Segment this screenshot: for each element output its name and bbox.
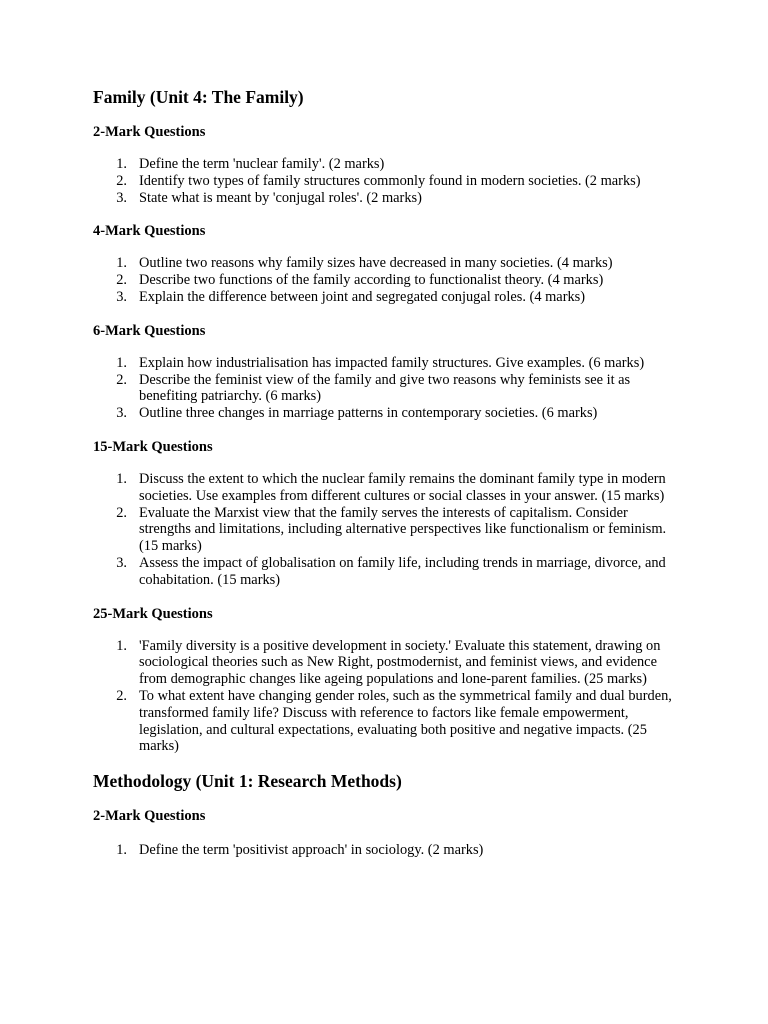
section-heading: 25-Mark Questions: [93, 605, 213, 622]
list-number: 1.: [116, 156, 127, 172]
question-text: State what is meant by 'conjugal roles'. (2 marks): [139, 189, 422, 206]
list-number: 2.: [116, 272, 127, 289]
section-heading: 6-Mark Questions: [93, 322, 206, 339]
list-item: [93, 688, 673, 755]
list-item: [93, 173, 673, 190]
list-item: [93, 272, 673, 289]
question-text: Define the term 'positivist approach' in sociology. (2 marks): [139, 842, 484, 859]
list-number: 2.: [116, 371, 127, 388]
section-heading: 2-Mark Questions: [93, 808, 206, 825]
list-number: 1.: [116, 354, 127, 371]
section-heading: 2-Mark Questions: [93, 124, 206, 140]
section-heading: 15-Mark Questions: [93, 438, 213, 455]
question-list: [93, 842, 673, 859]
list-number: 2.: [116, 504, 127, 521]
question-text: Evaluate the Marxist view that the family serves the interests of capitalism. Consider strengths and limitations, including alternative perspectives like functionalism or feminism. (15 marks): [139, 504, 667, 555]
question-list: [93, 255, 673, 305]
list-number: 3.: [116, 189, 127, 206]
question-text: Discuss the extent to which the nuclear family remains the dominant family type in modern societies. Use examples from different cultures or social classes in your answer. (15 marks): [139, 470, 666, 504]
question-text: 'Family diversity is a positive development in society.' Evaluate this statement, drawing on sociological theories such as New Right, postmodernist, and feminist views, and evidence from demographic changes like ageing populations and lone-parent families. (25 marks): [139, 637, 661, 688]
list-item: [93, 405, 673, 422]
list-item: [93, 255, 673, 272]
question-text: Explain how industrialisation has impacted family structures. Give examples. (6 marks): [139, 354, 645, 371]
question-list: [93, 471, 673, 589]
question-text: Explain the difference between joint and segregated conjugal roles. (4 marks): [139, 288, 586, 305]
unit-heading: Methodology (Unit 1: Research Methods): [93, 771, 402, 792]
list-item: [93, 842, 673, 859]
list-item: [93, 638, 673, 688]
question-list: [93, 156, 673, 206]
list-item: [93, 555, 673, 589]
section-heading: 4-Mark Questions: [93, 223, 206, 240]
list-item: [93, 355, 673, 372]
list-item: [93, 289, 673, 306]
list-number: 2.: [116, 687, 127, 704]
unit-heading: Family (Unit 4: The Family): [93, 87, 304, 107]
question-text: Identify two types of family structures commonly found in modern societies. (2 marks): [139, 172, 641, 189]
question-text: Describe the feminist view of the family and give two reasons why feminists see it as benefiting patriarchy. (6 marks): [139, 371, 631, 405]
list-item: [93, 156, 673, 173]
question-list: [93, 355, 673, 422]
question-text: Assess the impact of globalisation on family life, including trends in marriage, divorce, and cohabitation. (15 marks): [139, 554, 666, 588]
question-text: Define the term 'nuclear family'. (2 marks): [139, 156, 385, 172]
list-number: 1.: [116, 470, 127, 487]
question-text: Outline three changes in marriage patterns in contemporary societies. (6 marks): [139, 405, 598, 422]
list-number: 1.: [116, 255, 127, 272]
list-item: [93, 372, 673, 406]
list-item: [93, 505, 673, 555]
question-list: [93, 638, 673, 756]
list-number: 2.: [116, 172, 127, 189]
question-text: Outline two reasons why family sizes have decreased in many societies. (4 marks): [139, 255, 613, 272]
question-text: Describe two functions of the family according to functionalist theory. (4 marks): [139, 272, 604, 289]
list-number: 1.: [116, 842, 127, 859]
list-number: 3.: [116, 288, 127, 305]
question-text: To what extent have changing gender roles, such as the symmetrical family and dual burden, transformed family life? Discuss with reference to factors like female empowerment, legislation, and cultural expectations, evaluating both positive and negative impacts. (25 marks): [139, 687, 672, 755]
list-number: 1.: [116, 637, 127, 654]
list-number: 3.: [116, 554, 127, 571]
list-number: 3.: [116, 405, 127, 422]
list-item: [93, 471, 673, 505]
list-item: [93, 190, 673, 207]
document-page: [93, 86, 673, 859]
